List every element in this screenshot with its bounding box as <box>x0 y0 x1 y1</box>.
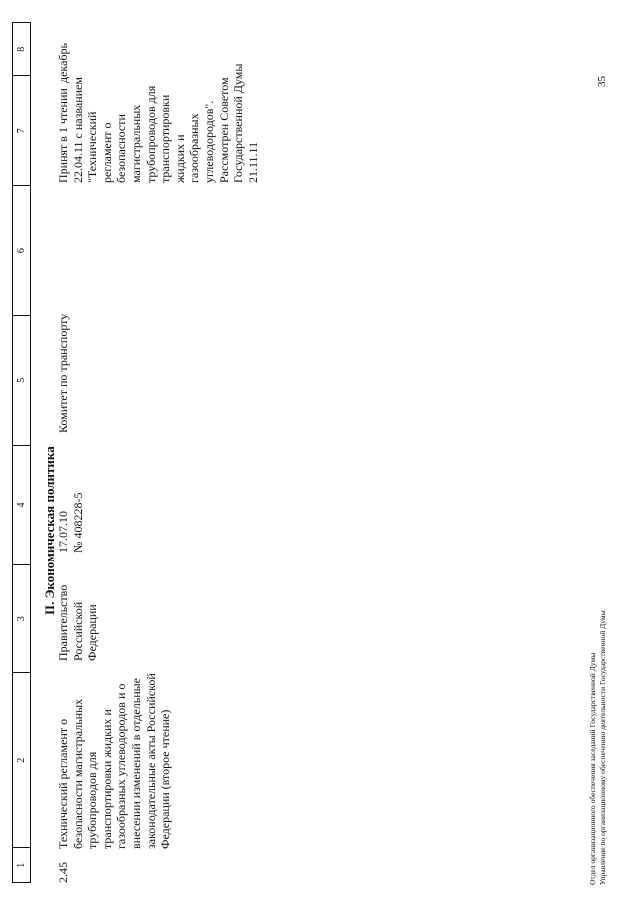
scheduled-month: декабрь <box>56 43 70 83</box>
bill-date: 17.07.10 <box>56 511 70 553</box>
page-number: 35 <box>596 76 608 87</box>
responsible-committee: Комитет по транспорту <box>56 313 70 433</box>
header-col-4: 4 <box>13 445 30 565</box>
header-col-7: 7 <box>13 75 30 185</box>
bill-status: Принят в 1 чтении 22.04.11 с названием "Технический регламент о безопасности магистральных трубопроводов для транспортировки жидких и газообразных углеводородов". Рассмотрен Советом Государственной Думы 21.11.11 <box>56 63 260 183</box>
header-col-8: 8 <box>16 46 27 52</box>
footer <box>588 610 608 885</box>
footer-line-1: Отдел организационного обеспечения заседаний Государственной Думы <box>588 652 597 885</box>
bill-author: Правительство Российской Федерации <box>56 584 100 661</box>
section-title: II. Экономическая политика <box>42 446 57 615</box>
header-col-3: 3 <box>13 564 30 672</box>
header-col-5: 5 <box>13 315 30 445</box>
row-number: 2.45 <box>56 862 70 883</box>
column-number-header <box>12 22 31 883</box>
header-col-1: 1 <box>13 847 30 882</box>
footer-line-2: Управление по организационному обеспечению деятельности Государственной Думы <box>598 610 607 885</box>
bill-date-and-number <box>56 433 85 553</box>
bill-title: Технический регламент о безопасности магистральных трубопроводов для транспортировки жидких и газообразных углеводородов и о внесении изменений в отдельные законодательные акты Российской Федерации (второе чтение) <box>56 673 173 849</box>
header-col-6: 6 <box>13 185 30 315</box>
header-col-2: 2 <box>13 672 30 847</box>
bill-number: № 408228-5 <box>70 492 85 553</box>
